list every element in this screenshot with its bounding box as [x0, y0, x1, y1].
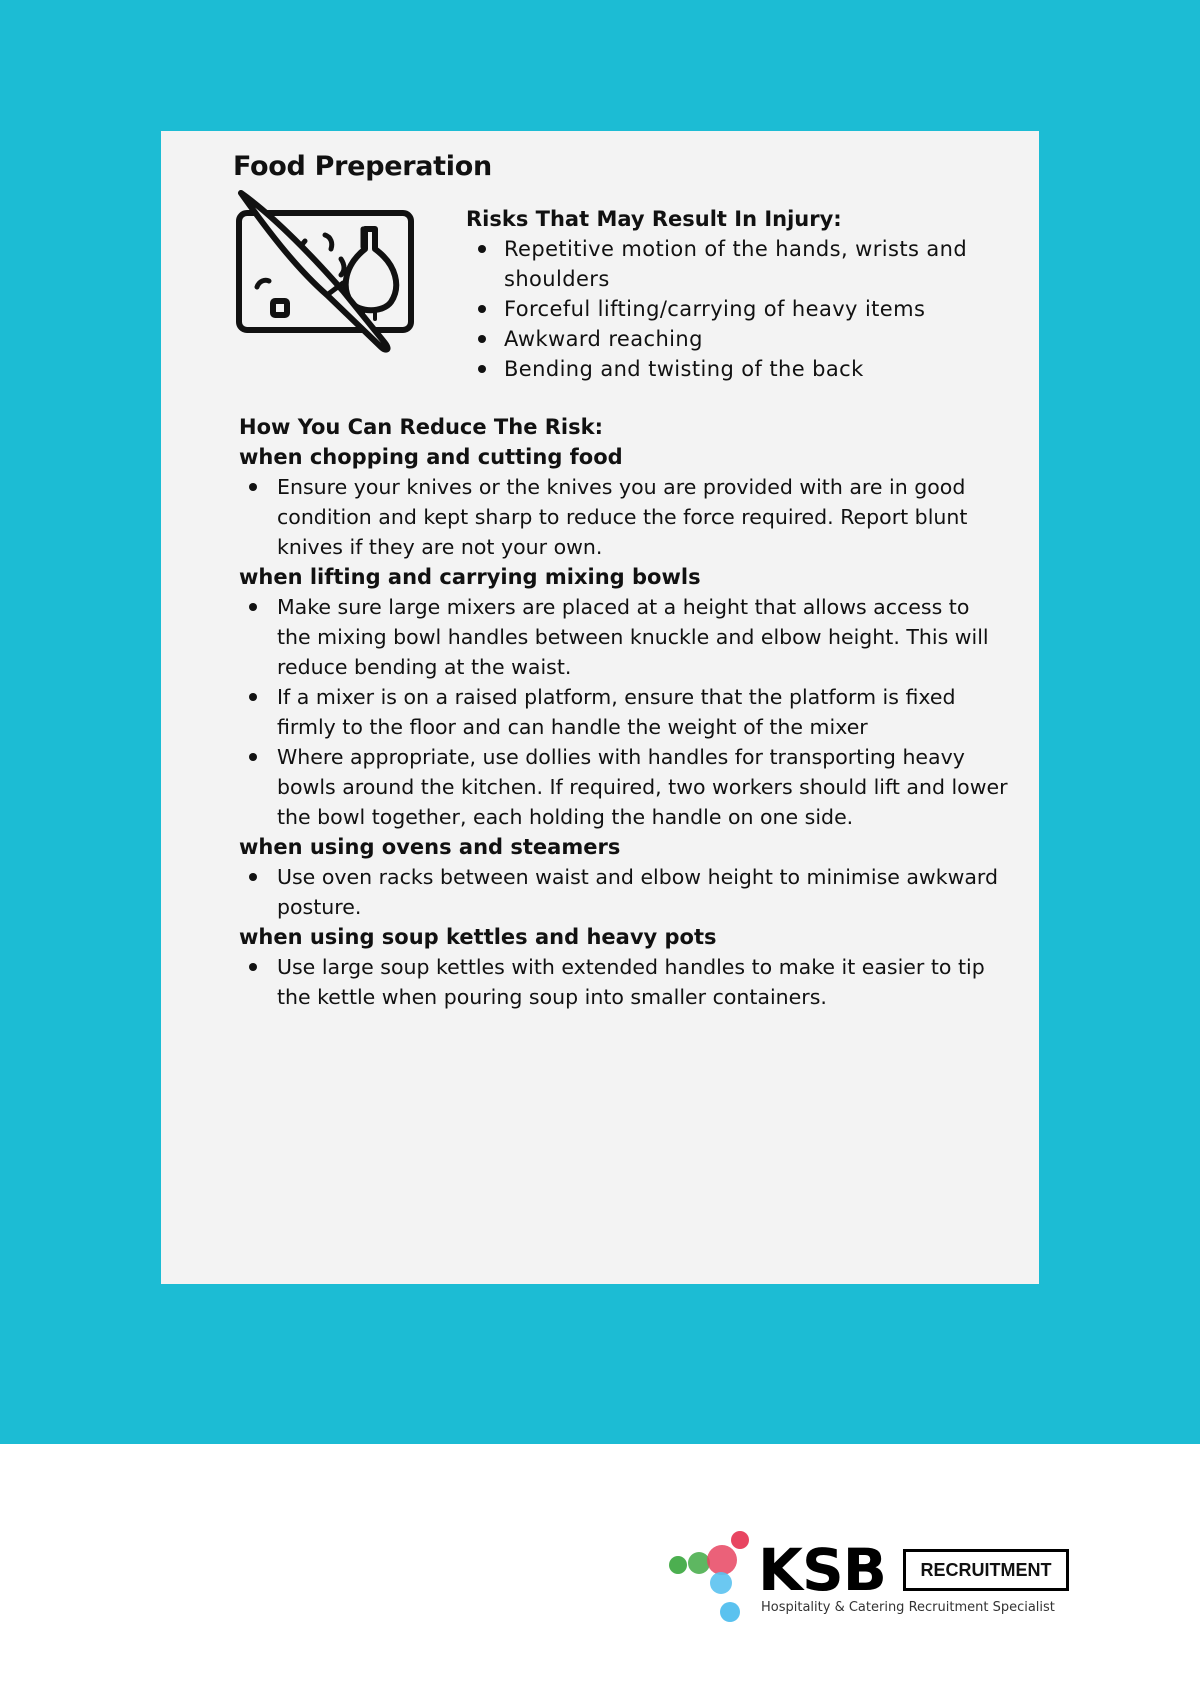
list-item: Awkward reaching: [466, 324, 1026, 354]
reduce-risk-section: [239, 412, 1009, 1012]
list-item: Bending and twisting of the back: [466, 354, 1026, 384]
risks-section: [466, 204, 1026, 384]
ksb-recruitment-logo: [665, 1525, 1075, 1625]
list-item: Forceful lifting/carrying of heavy items: [466, 294, 1026, 324]
soup-kettle-tips: [239, 952, 1009, 1012]
logo-dots-icon: [665, 1525, 755, 1625]
list-item: Use oven racks between waist and elbow height to minimise awkward posture.: [239, 862, 1009, 922]
risks-list: [466, 234, 1026, 384]
section-heading-ovens: when using ovens and steamers: [239, 835, 621, 859]
reduce-heading: How You Can Reduce The Risk:: [239, 415, 603, 439]
list-item: Make sure large mixers are placed at a height that allows access to the mixing bowl handles between knuckle and elbow height. This will reduce bending at the waist.: [239, 592, 1009, 682]
logo-wordmark: KSB: [758, 1536, 886, 1604]
chopping-tips: [239, 472, 1009, 562]
list-item: Where appropriate, use dollies with handles for transporting heavy bowls around the kitchen. If required, two workers should lift and lower the bowl together, each holding the handle on one side.: [239, 742, 1009, 832]
list-item: Use large soup kettles with extended handles to make it easier to tip the kettle when pouring soup into smaller containers.: [239, 952, 1009, 1012]
oven-tips: [239, 862, 1009, 922]
list-item: If a mixer is on a raised platform, ensure that the platform is fixed firmly to the floor and can handle the weight of the mixer: [239, 682, 1009, 742]
page-title: Food Preperation: [233, 151, 492, 182]
risks-heading: Risks That May Result In Injury:: [466, 207, 842, 231]
list-item: Repetitive motion of the hands, wrists and shoulders: [466, 234, 1026, 294]
knife-cutting-board-onion-icon: [235, 187, 425, 357]
section-heading-chopping: when chopping and cutting food: [239, 445, 623, 469]
section-heading-mixing-bowls: when lifting and carrying mixing bowls: [239, 565, 701, 589]
mixing-bowl-tips: [239, 592, 1009, 832]
section-heading-soup-kettles: when using soup kettles and heavy pots: [239, 925, 717, 949]
content-card: [161, 131, 1039, 1284]
logo-tagline: Hospitality & Catering Recruitment Specialist: [761, 1600, 1055, 1615]
logo-recruitment-box: RECRUITMENT: [903, 1549, 1069, 1591]
list-item: Ensure your knives or the knives you are provided with are in good condition and kept sharp to reduce the force required. Report blunt knives if they are not your own.: [239, 472, 1009, 562]
